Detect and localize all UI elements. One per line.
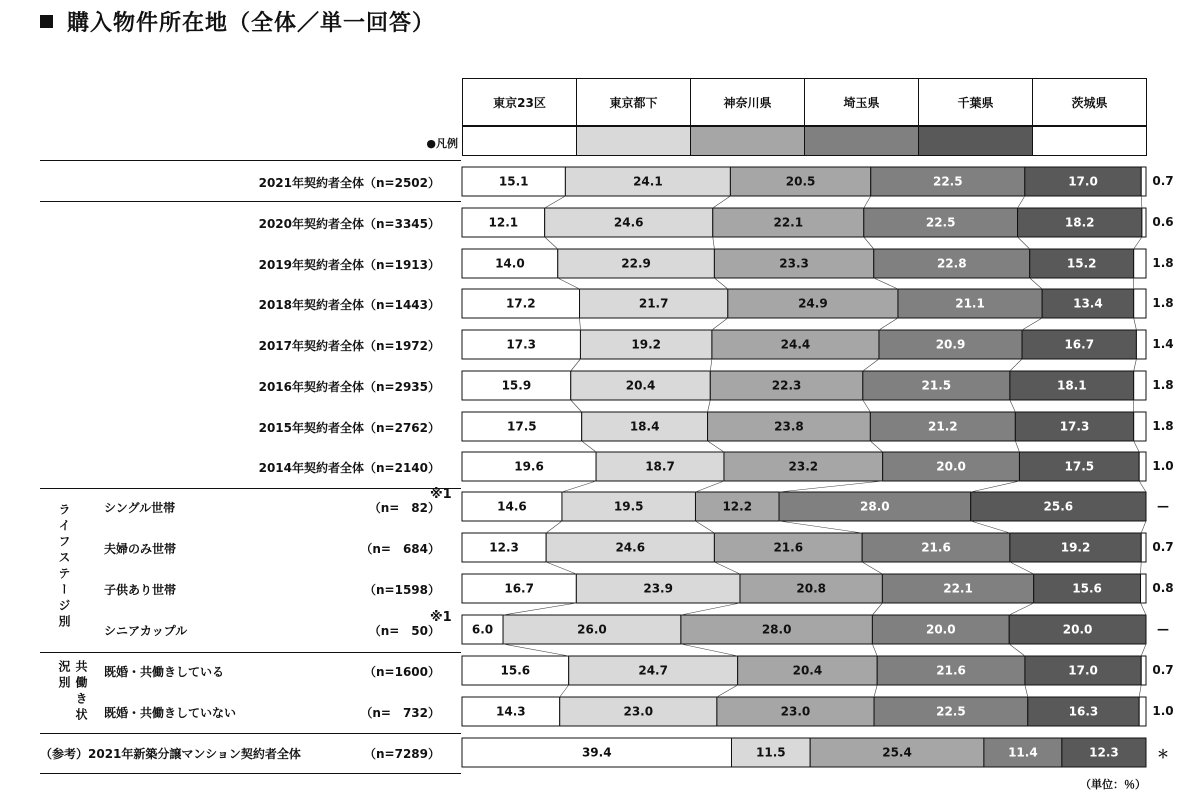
data-label: 23.0 [780, 704, 811, 719]
data-label: 22.1 [773, 215, 804, 230]
data-label: 19.2 [631, 337, 661, 352]
row-label: 2015年契約者全体（n=2762） [258, 421, 440, 435]
column-header: 東京23区 [462, 78, 577, 126]
connector-line [1141, 521, 1146, 533]
data-label: 24.1 [633, 174, 663, 189]
kyodo-group-label: 共働き状況別 [57, 660, 88, 724]
connector-line [971, 521, 1010, 533]
data-label: 17.0 [1068, 663, 1098, 678]
row-n-label: （n=1600） [364, 665, 440, 679]
bar-segment [1142, 208, 1146, 237]
data-label: 20.5 [785, 174, 816, 189]
connector-line [1010, 562, 1034, 574]
bar-segment [1136, 330, 1146, 359]
connector-line [713, 237, 715, 249]
data-label: 28.0 [761, 622, 792, 637]
data-label: 21.6 [936, 663, 966, 678]
data-label: 17.0 [1068, 174, 1098, 189]
data-label: 23.3 [779, 256, 809, 271]
connector-line [546, 521, 562, 533]
connector-line [545, 196, 566, 208]
column-header: 神奈川県 [690, 78, 805, 126]
connector-line [1022, 318, 1042, 330]
data-label: 24.6 [615, 540, 646, 555]
connector-line [708, 441, 724, 452]
other-value: 0.7 [1152, 174, 1174, 188]
data-label: 25.6 [1043, 499, 1074, 514]
row-label: 既婚・共働きしている [104, 665, 225, 679]
connector-line [1030, 278, 1042, 289]
data-label: 20.0 [936, 459, 966, 474]
row-n-label: （n= 732） [360, 706, 440, 720]
data-label: 13.4 [1073, 296, 1103, 311]
other-value: 1.8 [1152, 419, 1174, 433]
connector-line [1009, 644, 1025, 656]
row-n-label: （n=7289） [364, 747, 440, 761]
bar-segment [1134, 371, 1146, 400]
connector-line [864, 196, 871, 208]
data-label: 12.3 [489, 540, 519, 555]
data-label: 22.3 [771, 378, 802, 393]
data-label: 18.2 [1064, 215, 1095, 230]
bar-segment [1139, 452, 1146, 481]
data-label: 20.0 [1062, 622, 1093, 637]
connector-line [879, 318, 898, 330]
connector-line [1010, 400, 1015, 412]
connector-line [681, 603, 740, 615]
row-label: 子供あり世帯 [104, 583, 177, 597]
bar-segment [1134, 249, 1146, 278]
data-label: 20.0 [925, 622, 956, 637]
row-label: （参考）2021年新築分譲マンション契約者全体 [40, 747, 301, 761]
connector-line [1141, 562, 1142, 574]
data-label: 6.0 [471, 622, 494, 637]
connector-line [971, 481, 1020, 492]
bar-segment [1141, 656, 1146, 685]
data-label: 28.0 [860, 499, 890, 514]
connector-line [503, 644, 569, 656]
data-label: 20.8 [796, 581, 826, 596]
other-value: 1.0 [1152, 459, 1174, 473]
other-value: 1.4 [1152, 337, 1174, 351]
connector-line [695, 481, 723, 492]
data-label: 19.6 [514, 459, 544, 474]
connector-line [546, 562, 576, 574]
legend-label: ●凡例 [426, 137, 458, 150]
data-label: 22.5 [936, 704, 966, 719]
column-header: 埼玉県 [804, 78, 919, 126]
connector-line [863, 359, 879, 371]
data-label: 24.7 [638, 663, 668, 678]
data-label: 24.6 [613, 215, 644, 230]
other-value: 1.8 [1152, 256, 1174, 270]
other-value: 0.8 [1152, 581, 1174, 595]
connector-line [1018, 237, 1030, 249]
data-label: 21.7 [638, 296, 669, 311]
row-label: 2019年契約者全体（n=1913） [258, 258, 440, 272]
other-value: 1.0 [1152, 704, 1174, 718]
connector-line [1009, 603, 1034, 615]
other-value: — [1157, 499, 1169, 513]
other-value: — [1157, 622, 1169, 636]
data-label: 22.8 [936, 256, 967, 271]
other-value: 0.7 [1152, 663, 1174, 677]
data-label: 18.1 [1056, 378, 1087, 393]
data-label: 17.5 [507, 419, 537, 434]
bar-segment [1141, 167, 1146, 196]
bar-segment [1134, 412, 1146, 441]
data-label: 39.4 [581, 745, 612, 760]
other-value: 0.7 [1152, 540, 1174, 554]
data-label: 11.5 [756, 745, 786, 760]
unit-label: （単位：％） [1080, 778, 1146, 791]
data-label: 25.4 [882, 745, 912, 760]
data-label: 21.1 [955, 296, 985, 311]
data-label: 14.6 [497, 499, 527, 514]
row-n-label: （n= 82） [368, 501, 440, 515]
connector-line [1139, 481, 1146, 492]
connector-line [580, 318, 581, 330]
title-text: 購入物件所在地（全体／単一回答） [67, 11, 436, 36]
bar-segment [1141, 533, 1146, 562]
data-label: 18.4 [629, 419, 660, 434]
connector-line [714, 562, 740, 574]
other-value: 0.6 [1152, 215, 1174, 229]
data-label: 23.8 [774, 419, 804, 434]
row-label: 2016年契約者全体（n=2935） [258, 380, 440, 394]
connector-line [864, 237, 874, 249]
connector-line [872, 603, 882, 615]
footnote-marker: ※1 [430, 610, 452, 625]
data-label: 17.5 [1064, 459, 1095, 474]
row-label: 2014年契約者全体（n=2140） [258, 461, 440, 475]
data-label: 15.2 [1066, 256, 1097, 271]
connector-line [862, 562, 882, 574]
connector-line [713, 196, 731, 208]
row-label: 夫婦のみ世帯 [104, 542, 177, 556]
connector-line [503, 603, 576, 615]
connector-line [582, 441, 596, 452]
connector-line [708, 400, 711, 412]
column-header: 茨城県 [1032, 78, 1147, 126]
life-stage-group-label: ライフステージ別 [57, 503, 71, 631]
connector-line [1141, 603, 1146, 615]
data-label: 15.1 [498, 174, 529, 189]
column-header: 千葉県 [918, 78, 1033, 126]
data-label: 19.2 [1060, 540, 1091, 555]
footnote-marker: ※1 [430, 487, 452, 502]
connector-line [571, 359, 581, 371]
row-label: 2020年契約者全体（n=3345） [258, 217, 440, 231]
connector-line [695, 521, 714, 533]
data-label: 16.7 [504, 581, 534, 596]
data-label: 23.2 [788, 459, 819, 474]
connector-line [1015, 441, 1019, 452]
data-label: 23.0 [623, 704, 654, 719]
data-label: 21.2 [928, 419, 958, 434]
row-label: 既婚・共働きしていない [104, 706, 237, 720]
data-label: 21.5 [921, 378, 952, 393]
data-label: 14.3 [496, 704, 526, 719]
data-label: 11.4 [1008, 745, 1038, 760]
row-n-label: （n= 50） [368, 624, 440, 638]
connector-line [1134, 237, 1142, 249]
row-label: シングル世帯 [104, 501, 176, 515]
data-label: 24.4 [780, 337, 811, 352]
data-label: 16.3 [1068, 704, 1099, 719]
connector-line [571, 400, 582, 412]
row-n-label: （n= 684） [360, 542, 440, 556]
data-label: 14.0 [495, 256, 525, 271]
row-label: 2017年契約者全体（n=1972） [258, 339, 440, 353]
connector-line [558, 278, 580, 289]
data-label: 23.9 [643, 581, 673, 596]
connector-line [874, 278, 898, 289]
data-label: 24.9 [798, 296, 828, 311]
connector-line [863, 400, 871, 412]
connector-line [1010, 359, 1022, 371]
data-label: 20.4 [792, 663, 823, 678]
data-label: 20.9 [935, 337, 966, 352]
connector-line [681, 644, 738, 656]
row-label: シニアカップル [104, 624, 188, 638]
bar-segment [1134, 289, 1146, 318]
connector-line [717, 685, 738, 697]
data-label: 12.1 [488, 215, 519, 230]
data-label: 20.4 [625, 378, 656, 393]
row-n-label: （n=1598） [364, 583, 440, 597]
bar-segment [1141, 574, 1146, 603]
data-label: 19.5 [613, 499, 644, 514]
other-value: 1.8 [1152, 378, 1174, 392]
row-label: 2021年契約者全体（n=2502） [258, 176, 440, 190]
data-label: 12.2 [722, 499, 753, 514]
connector-line [712, 318, 728, 330]
data-label: 22.1 [943, 581, 973, 596]
data-label: 22.5 [932, 174, 963, 189]
connector-line [870, 441, 882, 452]
connector-line [714, 278, 727, 289]
other-value: ＊ [1156, 747, 1169, 761]
connector-line [1134, 441, 1139, 452]
connector-line [710, 359, 712, 371]
connector-line [1134, 318, 1137, 330]
data-label: 15.6 [500, 663, 531, 678]
other-value: 1.8 [1152, 296, 1174, 310]
connector-line [1018, 196, 1025, 208]
data-label: 15.6 [1072, 581, 1102, 596]
connector-line [779, 521, 862, 533]
data-label: 17.3 [506, 337, 537, 352]
connector-line [1134, 359, 1137, 371]
data-label: 15.9 [501, 378, 532, 393]
connector-line [545, 237, 558, 249]
data-label: 16.7 [1064, 337, 1095, 352]
data-label: 22.5 [925, 215, 956, 230]
connector-line [1025, 685, 1028, 697]
connector-line [1141, 644, 1146, 656]
connector-line [562, 481, 596, 492]
connector-line [779, 481, 883, 492]
data-label: 12.3 [1089, 745, 1119, 760]
column-header: 東京都下 [576, 78, 691, 126]
data-label: 17.3 [1059, 419, 1090, 434]
data-label: 26.0 [577, 622, 607, 637]
bar-segment [1139, 697, 1146, 726]
data-label: 18.7 [645, 459, 675, 474]
connector-line [1139, 685, 1141, 697]
data-label: 21.6 [921, 540, 951, 555]
connector-line [874, 685, 877, 697]
data-label: 17.2 [505, 296, 536, 311]
connector-line [872, 644, 877, 656]
connector-line [1141, 196, 1142, 208]
row-label: 2018年契約者全体（n=1443） [258, 298, 440, 312]
data-label: 22.9 [621, 256, 651, 271]
data-label: 21.6 [773, 540, 804, 555]
connector-line [560, 685, 569, 697]
